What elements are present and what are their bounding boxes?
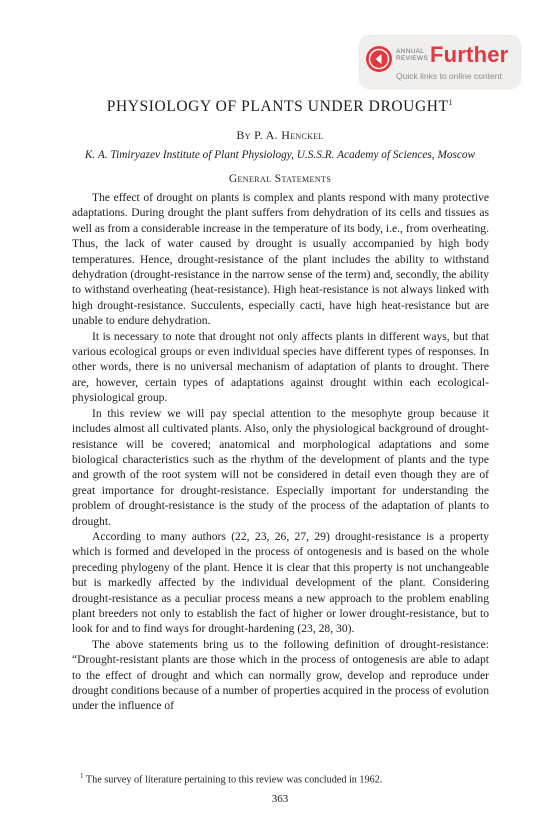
- article-title: [0, 98, 560, 116]
- footnote-text: The survey of literature pertaining to this review was concluded in 1962.: [85, 774, 383, 786]
- footnote: [80, 770, 490, 786]
- paragraph: In this review we will pay special attention to the mesophyte group because it includes almost all cultivated plants. Also, only the physiological background of drought-resistance will be covered; anatomical and morphological adaptations and some biological characteristics such as the rhythm of the development of plants and the type and growth of the root system will not be considered in detail even though they are of great importance for drought-resistance. Especially important for understanding the problem of drought-resistance is the study of the process of the adaptation of plants to drought.: [72, 406, 489, 528]
- badge-reviews-text: REVIEWS: [396, 55, 429, 62]
- author-byline: By P. A. Henckel: [236, 128, 324, 142]
- annual-reviews-further-badge[interactable]: [360, 36, 520, 88]
- title-footnote-mark[interactable]: 1: [448, 98, 454, 107]
- paragraph: The above statements bring us to the following definition of drought-resistance: “Drought-resistant plants are those which in the process of ontogenesis are able to adapt to the effect of drought and which can normally grow, develop and reproduce under drought conditions because of a number of properties acquired in the process of evolution under the influence of: [72, 637, 489, 713]
- paragraph: The effect of drought on plants is complex and plants respond with many protective adaptations. During drought the plant suffers from dehydration of its cells and tissues as well as from a considerable increase in the temperature of its body, i.e., from overheating. Thus, the lack of water caused by drought is usually accompanied by high body temperatures. Hence, drought-resistance of the plant includes the ability to withstand dehydration (drought-resistance in the narrow sense of the term) and, secondly, the ability to withstand overheating (heat-resistance). High heat-resistance is not always linked with high drought-resistance. Succulents, especially cacti, have high heat-resistance but are unable to endure dehydration.: [72, 191, 489, 328]
- article-title-text: PHYSIOLOGY OF PLANTS UNDER DROUGHT: [106, 98, 449, 116]
- author-affiliation: K. A. Timiryazev Institute of Plant Physiology, U.S.S.R. Academy of Sciences, Moscow: [84, 149, 476, 161]
- badge-subtitle: Quick links to online content: [396, 71, 502, 81]
- article-body: [72, 190, 489, 714]
- badge-annual-text: ANNUAL: [396, 48, 425, 55]
- further-arrow-icon: [364, 44, 394, 74]
- page-number: 363: [271, 793, 289, 805]
- footnote-mark: 1: [80, 772, 84, 780]
- paragraph: It is necessary to note that drought not only affects plants in different ways, but that various ecological groups or even individual species have different types of responses. In other words, there is no universal mechanism of adaptation of plants to drought. There are, however, certain types of adaptations against drought within each ecological-physiological group.: [72, 329, 489, 405]
- badge-further-text: Further: [430, 42, 509, 67]
- section-heading: General Statements: [228, 173, 332, 185]
- paragraph: According to many authors (22, 23, 26, 27, 29) drought-resistance is a property which is formed and developed in the process of ontogenesis and is based on the whole preceding phylogeny of the plant. Hence it is clear that this property is not unchangeable but is markedly affected by the individual development of the plant. Considering drought-resistance as a peculiar process means a new approach to the problem enabling plant breeders not only to establish the fact of higher or lower drought-resistance, but to look for and to find ways for drought-hardening (23, 28, 30).: [72, 529, 489, 636]
